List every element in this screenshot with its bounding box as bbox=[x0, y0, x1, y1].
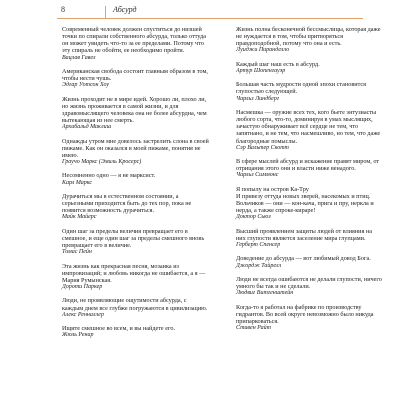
quote-entry bbox=[62, 297, 209, 318]
quote-entry bbox=[236, 81, 383, 102]
page-header bbox=[57, 4, 363, 19]
left-column bbox=[62, 26, 209, 346]
quote-text: Доведение до абсурда — вот любимый довод Бога. bbox=[236, 255, 371, 263]
quote-entry bbox=[62, 263, 209, 292]
quote-text: Эта жизнь как прекрасная песня, мозаика из импровизаций; и любовь никогда не ошибается, а я — Мария Румынская. bbox=[62, 262, 206, 284]
quote-entry bbox=[62, 228, 209, 257]
quote-entry bbox=[236, 26, 383, 55]
quote-text: Каждый шаг наш есть в абсурд. bbox=[236, 60, 320, 68]
quote-text: Высший проявлением защиты людей от влияния на них глупости является заселение мира глупцами. bbox=[236, 227, 372, 242]
quote-entry bbox=[236, 158, 383, 179]
quote-author: Томас Пейн bbox=[62, 249, 92, 256]
quote-author: Герберт Спенсер bbox=[236, 242, 281, 249]
quote-text: Однажды утром мне довелось застрелить слона в своей пижаме. Как он оказался в моей пижаме, понятия не имею. bbox=[62, 137, 209, 159]
quote-entry bbox=[236, 186, 383, 222]
quote-author: Вацлав Гавел bbox=[62, 54, 96, 61]
quote-author: Жюль Ренар bbox=[62, 332, 94, 339]
quote-author: Дороти Паркер bbox=[62, 284, 103, 290]
quote-author: Граучо Маркс (Эмиль Кросерс) bbox=[62, 159, 142, 166]
quote-text: Насмешка — оружие всех тех, кого бьете энтузиасты любого сорта, что-то, доминируя в умах мыслящих, зачастую обнаруживает всё сердце не тем, что запятнано, и не тем, что насмешливо, но тем, что даже благородные помыслы. bbox=[236, 108, 381, 145]
page-number: 8 bbox=[61, 5, 65, 14]
quote-author: Артур Шопенгауэр bbox=[236, 67, 286, 74]
quote-text: Жизнь проходит не в мире идей. Хорошо ли, плохо ли, но жизнь проживается в самой жизни, и для здравомыслящего человека она не более абсурдна, чем вытекающая из нее смерть. bbox=[62, 95, 207, 125]
quote-text: Большая часть мудрости одной эпохи становится глупостью следующей. bbox=[236, 81, 366, 96]
quote-entry bbox=[62, 26, 209, 62]
quote-text: Один шаг за пределы величия превращает его в смешное, и еще один шаг за пределы смешного вновь превращает его в величие. bbox=[62, 227, 205, 250]
quote-text: Американская свобода состоит главным образом в том, чтобы нести чушь. bbox=[62, 67, 208, 83]
quote-text: Я попылу на остров Ка-Тру И привезу оттуда новых зверей, насекомых и птиц. Вольчиков — они — кон-кача, прига и пру, неркла и нерда, а также спроке-кираре! bbox=[236, 185, 374, 215]
quote-text: Люди не всегда ошибаются не делали глупости, ничего умного бы так и не сделали. bbox=[236, 275, 382, 291]
quote-entry bbox=[236, 304, 383, 333]
header-divider bbox=[105, 6, 106, 18]
quote-author: Джордж Тайрелл bbox=[236, 262, 282, 269]
quote-text: Ищите смешное во всем, и вы найдете его. bbox=[62, 325, 175, 332]
quote-entry bbox=[62, 172, 209, 186]
quote-entry bbox=[62, 68, 209, 89]
quote-text: Когда-то я работал на фабрике по производству гидрантов. Во всей округе невозможно было никуда припарковаться. bbox=[236, 303, 374, 325]
quote-author: Чарльз Симмонс bbox=[236, 172, 279, 179]
quote-text: Дурачиться мы в естественном состоянии, а серьезными приходится быть до тех пор, пока не появится возможность дурачиться. bbox=[62, 192, 192, 215]
right-column bbox=[236, 26, 383, 338]
quote-author: Карл Маркс bbox=[62, 179, 93, 186]
quote-text: Современный человек должен спуститься до низшей точки по спирали собственного абсурда, только оттуда он может увидеть что-то за ее пределами. Потому что эту спираль не обойти, ее необходимо пройти. bbox=[62, 26, 206, 55]
quote-entry bbox=[62, 325, 209, 339]
quote-text: Люди, не проявляющие ощутимости абсурда, с каждым днем все глубже погружаются в цивилизацию. bbox=[62, 297, 208, 312]
section-title: Абсурд bbox=[113, 5, 137, 14]
quote-entry bbox=[62, 138, 209, 167]
quote-text: Несомненно одно — я не марксист. bbox=[62, 172, 156, 180]
quote-entry bbox=[236, 228, 383, 249]
quote-entry bbox=[236, 255, 383, 269]
quote-author: Доктор Сьюз bbox=[236, 214, 271, 221]
quote-entry bbox=[62, 96, 209, 132]
quote-author: Архибальд Маклиш bbox=[62, 124, 112, 131]
quote-entry bbox=[62, 193, 209, 222]
quote-author: Луиджи Пиранделло bbox=[236, 47, 290, 54]
quote-author: Сэр Вальтер Скотт bbox=[236, 144, 289, 151]
quote-text: В сфере мыслей абсурд и искажение правят миром, от отрицания этого они и власти ниже венадого. bbox=[236, 158, 380, 173]
quote-text: Жизнь полна бесконечной бессмыслицы, которая даже не нуждается в том, чтобы притворяться правдоподобной, потому что она и есть. bbox=[236, 26, 381, 48]
quote-entry bbox=[236, 109, 383, 152]
quote-author: Эдгар Уотсон Хоу bbox=[62, 82, 110, 89]
quote-entry bbox=[236, 276, 383, 297]
quote-author: Стивен Райт bbox=[236, 325, 271, 331]
quote-author: Алекс Ренналлер bbox=[62, 311, 104, 318]
quote-author: Людвиг Витгенштейн bbox=[236, 290, 294, 297]
quote-entry bbox=[236, 61, 383, 75]
quote-author: Майк Майерс bbox=[62, 214, 97, 221]
quote-author: Чарльз Линдберг bbox=[236, 95, 280, 102]
